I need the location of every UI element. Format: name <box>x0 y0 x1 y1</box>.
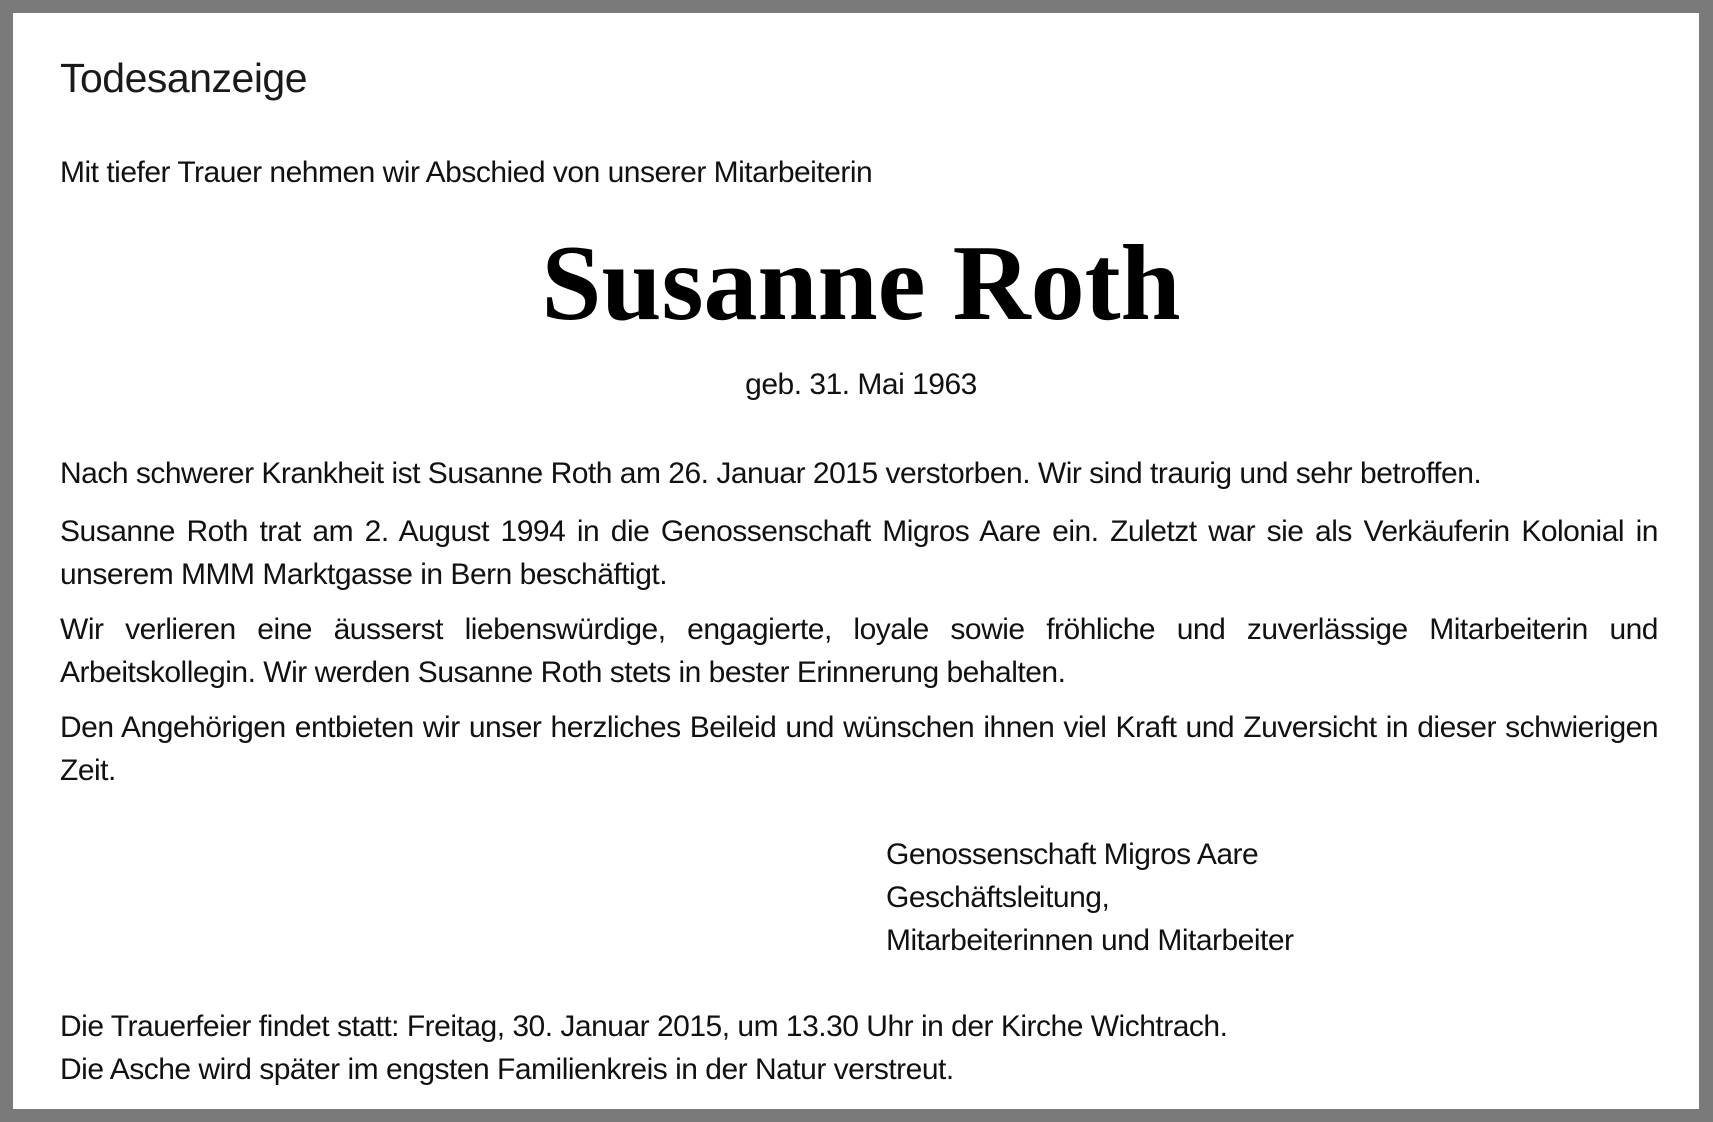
ashes-line: Die Asche wird später im engsten Familienkreis in der Natur verstreut. <box>60 1053 954 1086</box>
paragraph-death: Nach schwerer Krankheit ist Susanne Roth am 26. Januar 2015 verstorben. Wir sind traurig und sehr betroffen. <box>60 457 1482 490</box>
birth-date: geb. 31. Mai 1963 <box>745 368 977 401</box>
obituary-page <box>13 13 1699 1109</box>
funeral-service-line: Die Trauerfeier findet statt: Freitag, 30. Januar 2015, um 13.30 Uhr in der Kirche Wichtrach. <box>60 1010 1228 1043</box>
deceased-name: Susanne Roth <box>541 224 1181 343</box>
intro-text: Mit tiefer Trauer nehmen wir Abschied von unserer Mitarbeiterin <box>60 156 873 189</box>
notice-heading: Todesanzeige <box>60 55 308 101</box>
paragraph-employment: Susanne Roth trat am 2. August 1994 in die Genossenschaft Migros Aare ein. Zuletzt war sie als Verkäuferin Kolonial in unserem MMM Marktgasse in Bern beschäftigt. <box>60 515 1658 591</box>
signature-block <box>886 833 1294 962</box>
paragraph-tribute: Wir verlieren eine äusserst liebenswürdige, engagierte, loyale sowie fröhliche und zuverlässige Mitarbeiterin und Arbeitskollegin. Wir werden Susanne Roth stets in bester Erinnerung behalten. <box>60 613 1658 689</box>
funeral-info <box>60 1005 1227 1091</box>
signature-management: Geschäftsleitung, <box>886 881 1110 914</box>
paragraph-condolence: Den Angehörigen entbieten wir unser herzliches Beileid und wünschen ihnen viel Kraft und Zuversicht in dieser schwierigen Zeit. <box>60 711 1658 787</box>
signature-organization: Genossenschaft Migros Aare <box>886 838 1259 871</box>
signature-staff: Mitarbeiterinnen und Mitarbeiter <box>886 924 1294 957</box>
